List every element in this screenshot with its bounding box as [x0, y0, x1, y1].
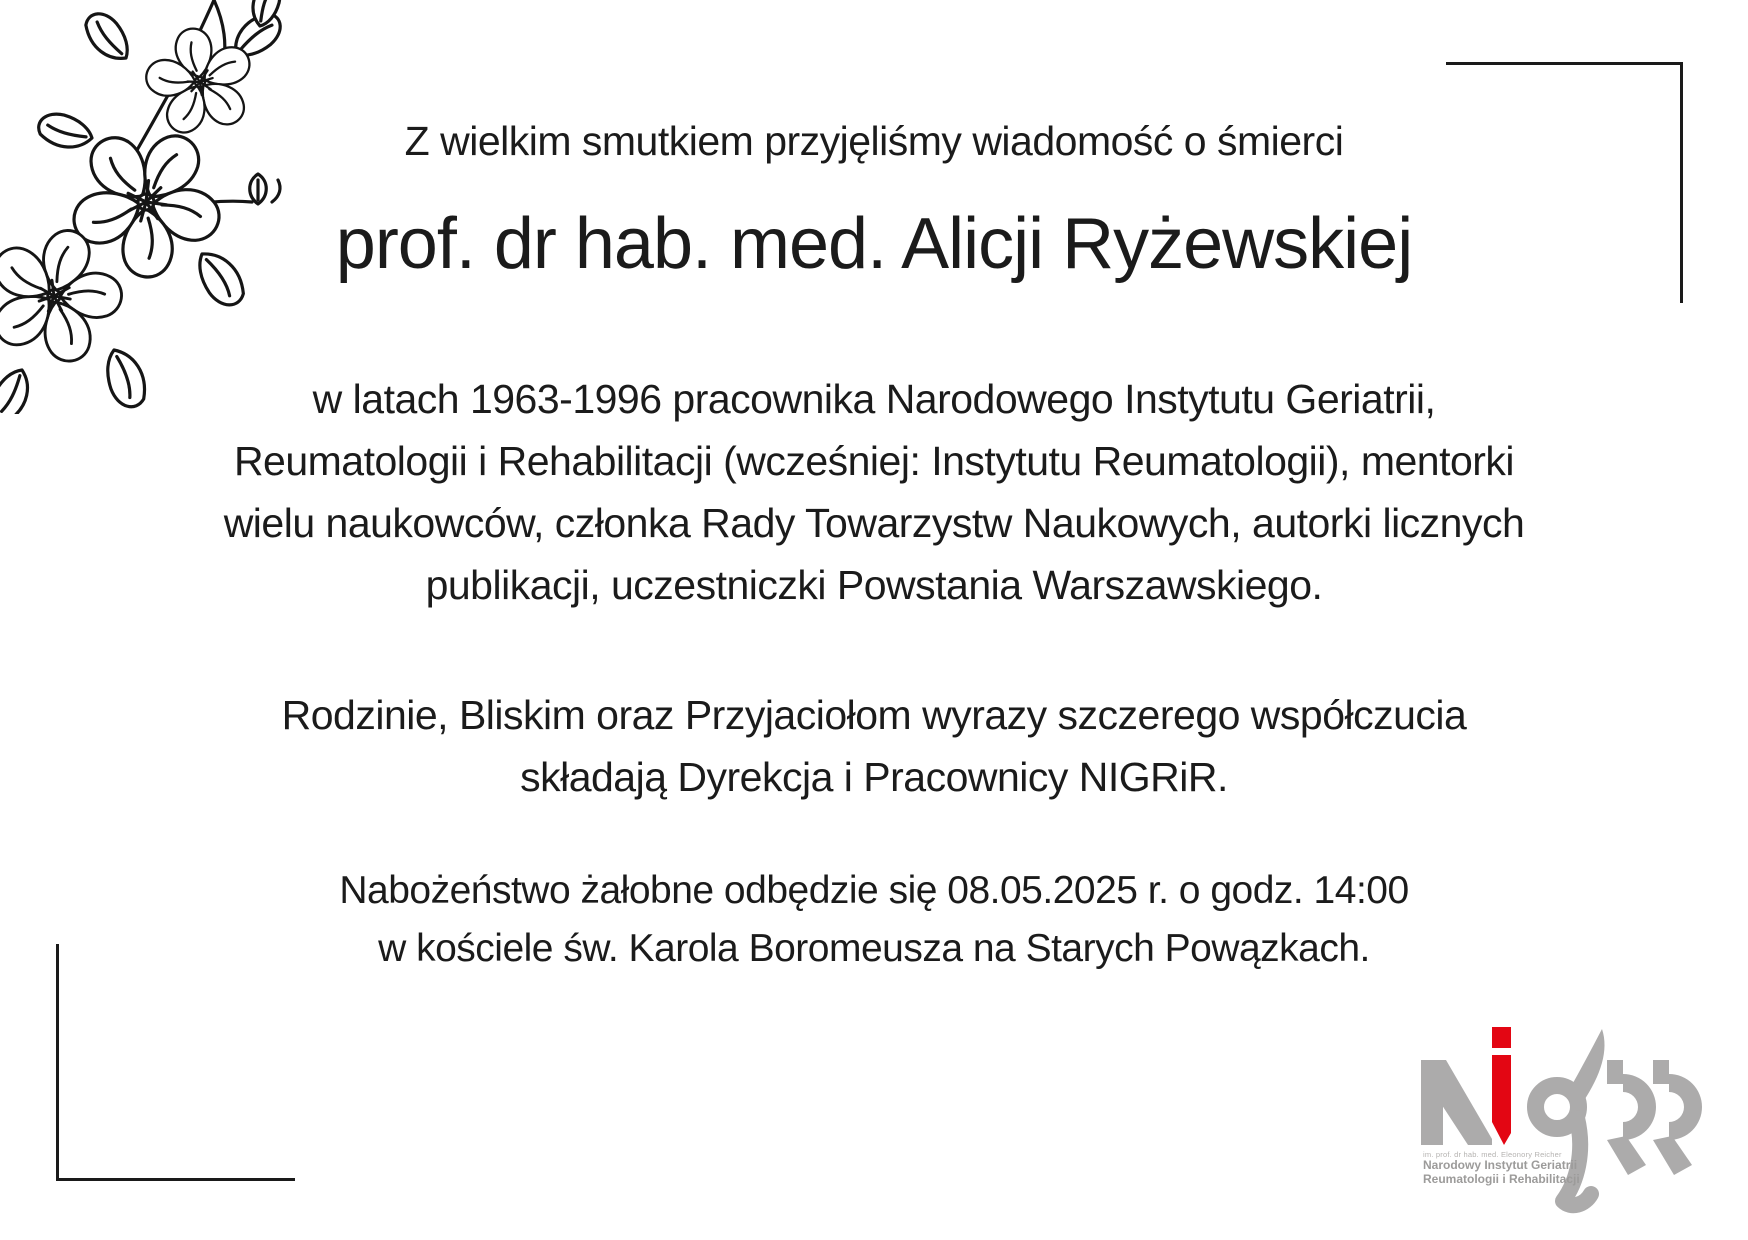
- service-line: Nabożeństwo żałobne odbędzie się 08.05.2025 r. o godz. 14:00: [339, 869, 1409, 912]
- logo-letter-i: [1492, 1027, 1511, 1145]
- nigrir-logo-text: [1423, 1150, 1583, 1186]
- condolence-line: składają Dyrekcja i Pracownicy NIGRiR.: [520, 754, 1228, 800]
- service-paragraph: [0, 862, 1748, 978]
- condolence-paragraph: [0, 684, 1748, 808]
- biography-line: w latach 1963-1996 pracownika Narodowego Instytutu Geriatrii,: [312, 376, 1436, 422]
- logo-letter-n: [1421, 1060, 1492, 1145]
- logo-letter-r: [1653, 1060, 1702, 1175]
- logo-institute-line: Reumatologii i Rehabilitacji: [1423, 1171, 1580, 1186]
- logo-letter-r: [1607, 1060, 1656, 1175]
- biography-paragraph: [0, 368, 1748, 616]
- biography-line: Reumatologii i Rehabilitacji (wcześniej: Instytutu Reumatologii), mentorki: [233, 438, 1515, 484]
- deceased-name: prof. dr hab. med. Alicji Ryżewskiej: [335, 204, 1413, 284]
- logo-patron-line: im. prof. dr hab. med. Eleonory Reicher: [1423, 1150, 1562, 1159]
- corner-line-bottom-left: [56, 944, 295, 1181]
- nigrir-logo: [1385, 1012, 1748, 1240]
- condolence-line: Rodzinie, Bliskim oraz Przyjaciołom wyrazy szczerego współczucia: [281, 692, 1467, 738]
- leaf: [80, 7, 136, 69]
- biography-line: publikacji, uczestniczki Powstania Warszawskiego.: [425, 562, 1323, 608]
- logo-institute-line: Narodowy Instytut Geriatrii: [1423, 1158, 1578, 1172]
- service-line: w kościele św. Karola Boromeusza na Starych Powązkach.: [378, 927, 1370, 970]
- nigrir-logo-mark: [1385, 1012, 1748, 1240]
- biography-line: wielu naukowców, członka Rady Towarzystw Naukowych, autorki licznych: [223, 500, 1525, 546]
- intro-line: Z wielkim smutkiem przyjęliśmy wiadomość o śmierci: [404, 118, 1344, 164]
